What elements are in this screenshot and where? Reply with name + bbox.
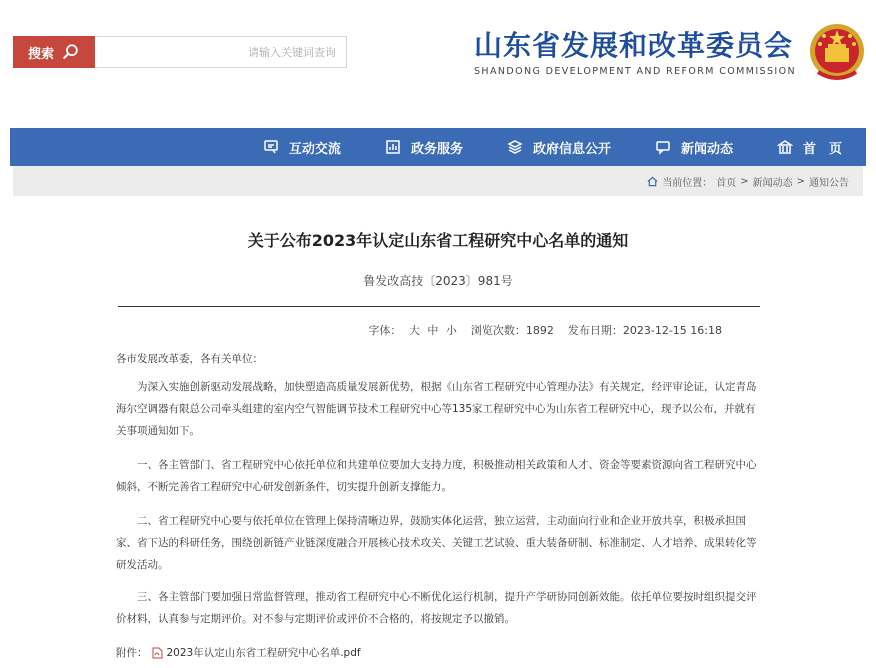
comment-icon: [263, 139, 279, 155]
doc-number: 鲁发改高技〔2023〕981号: [363, 274, 513, 288]
paragraph: 一、各主管部门、省工程研究中心依托单位和共建单位要加大支持力度，积极推动相关政策和人才、资金等要素资源向省工程研究中心倾斜，不断完善省工程研究中心研发创新条件，切实提升创新支撑能力。: [116, 459, 757, 493]
attachment: [116, 642, 762, 664]
nav-label: 政府信息公开: [532, 141, 611, 157]
salutation: 各市发展改革委，各有关单位：: [116, 353, 263, 365]
paragraph: 三、各主管部门要加强日常监督管理，推动省工程研究中心不断优化运行机制，提升产学研协同创新效能。依托单位要按时组织提交评价材料，认真参与定期评价。对不参与定期评价或评价不合格的，将按规定予以撤销。: [116, 591, 757, 625]
paragraph: 二、省工程研究中心要与依托单位在管理上保持清晰边界，鼓励实体化运营，独立运营，主动面向行业和企业开放共享，积极承担国家、省下达的科研任务，围绕创新链产业链深度融合开展核心技术攻关、关键工艺试验、重大装备研制、标准制定、人才培养、成果转化等研发活动。: [116, 515, 757, 571]
search-box: [13, 36, 347, 68]
main-nav: [10, 128, 866, 166]
font-size-label: 字体：: [368, 324, 402, 337]
layers-icon: [507, 139, 523, 155]
logo-title-cn: 山东省发展和改革委员会: [473, 28, 793, 62]
nav-item-news[interactable]: [633, 128, 755, 166]
publish-date: 2023-12-15 16:18: [622, 324, 722, 337]
breadcrumb-sep: >: [740, 175, 749, 187]
nav-item-home[interactable]: [755, 128, 866, 166]
paragraph: 为深入实施创新驱动发展战略，加快塑造高质量发展新优势，根据《山东省工程研究中心管理办法》有关规定，经评审论证，认定青岛海尔空调器有限总公司牵头组建的室内空气智能调节技术工程研究中心等135家工程研究中心为山东省工程研究中心，现予以公布，并就有关事项通知如下。: [116, 381, 757, 437]
chart-icon: [385, 139, 401, 155]
date-label: 发布日期：: [567, 324, 623, 337]
logo-title-en: SHANDONG DEVELOPMENT AND REFORM COMMISSION: [473, 66, 796, 78]
views-count: 1892: [525, 324, 554, 337]
search-icon: [62, 43, 80, 61]
article-title: 关于公布2023年认定山东省工程研究中心名单的通知: [247, 231, 629, 250]
nav-item-services[interactable]: [363, 128, 485, 166]
nav-label: 政务服务: [410, 141, 463, 157]
font-size-small[interactable]: 小: [445, 324, 457, 337]
views-label: 浏览次数：: [470, 324, 526, 337]
nav-label: 互动交流: [288, 141, 341, 157]
nav-item-gov-info[interactable]: [485, 128, 633, 166]
attachment-label: 附件：: [116, 647, 148, 659]
home-icon: [647, 176, 658, 187]
pdf-icon: [152, 647, 163, 659]
nav-label: 首 页: [802, 141, 842, 157]
bank-icon: [777, 139, 793, 155]
breadcrumb-notices[interactable]: 通知公告: [809, 177, 849, 189]
search-input[interactable]: [95, 36, 347, 68]
font-size-medium[interactable]: 中: [427, 324, 439, 337]
search-button[interactable]: [13, 36, 95, 68]
site-logo[interactable]: [474, 22, 866, 84]
breadcrumb-sep: >: [796, 175, 805, 187]
font-size-large[interactable]: 大: [408, 324, 420, 337]
chat-icon: [655, 139, 671, 155]
nav-item-interaction[interactable]: [241, 128, 363, 166]
article-meta: [368, 322, 722, 338]
nav-label: 新闻动态: [680, 141, 733, 157]
breadcrumb-label: 当前位置：: [662, 177, 713, 189]
breadcrumb: [13, 166, 863, 196]
breadcrumb-home[interactable]: 首页: [716, 177, 737, 189]
national-emblem-icon: [808, 22, 866, 84]
breadcrumb-news[interactable]: 新闻动态: [752, 177, 793, 189]
title-divider: [118, 306, 760, 307]
search-button-label: 搜索: [27, 46, 54, 62]
attachment-link[interactable]: 2023年认定山东省工程研究中心名单.pdf: [166, 647, 361, 659]
